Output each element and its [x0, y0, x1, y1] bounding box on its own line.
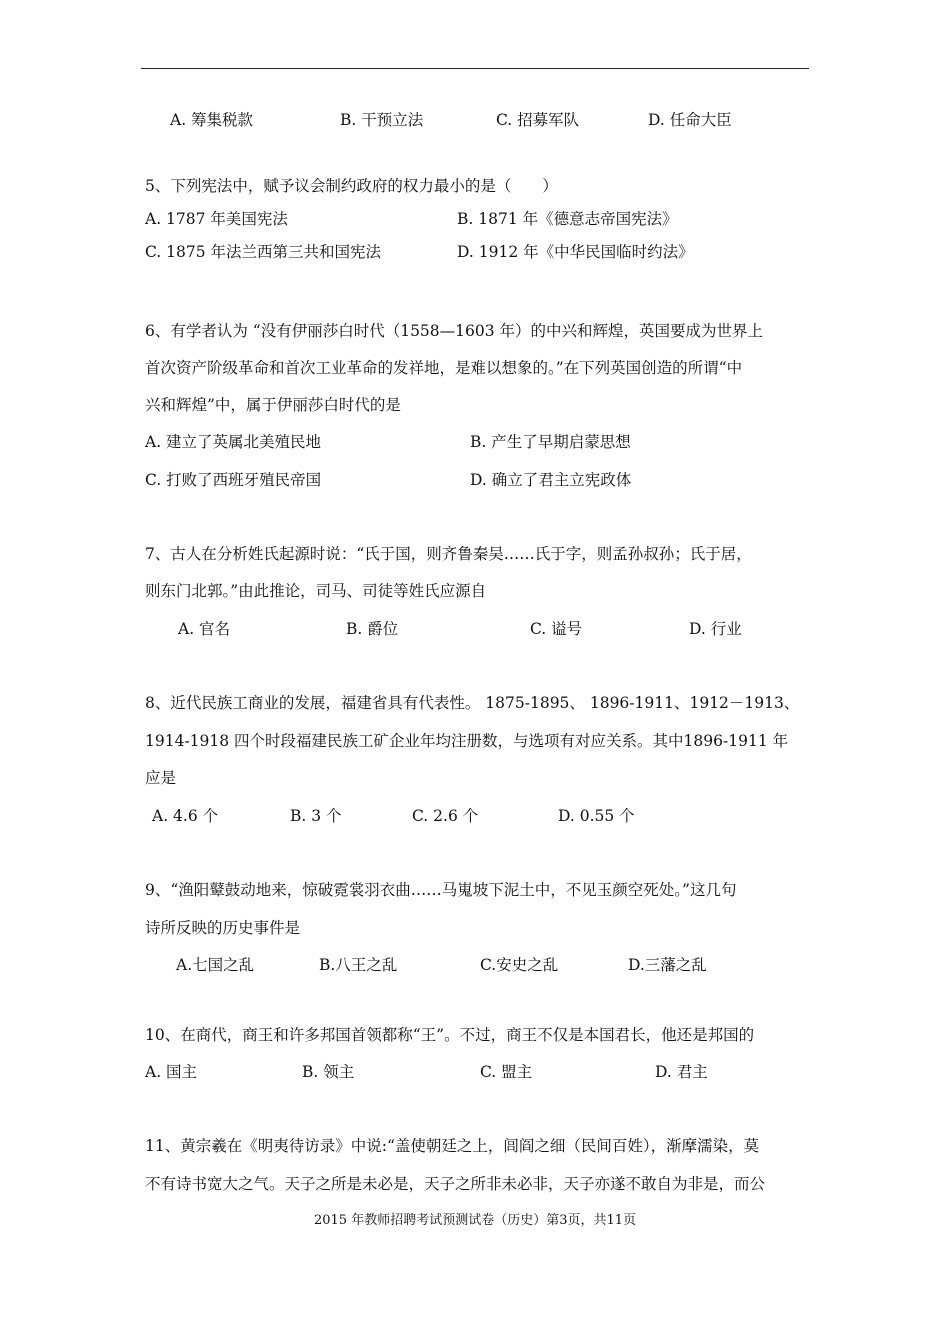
option-b: B.八王之乱	[319, 956, 398, 974]
option-c: C. 招募军队	[496, 111, 580, 129]
option-c: C. 盟主	[480, 1063, 533, 1081]
question-stem-line-1: 9、“渔阳鼙鼓动地来，惊破霓裳羽衣曲……马嵬坡下泥土中，不见玉颜空死处。”这几句	[145, 881, 737, 899]
option-a: A. 4.6 个	[152, 807, 219, 825]
question-stem-line-1: 6、有学者认为 “没有伊丽莎白时代（1558—1603 年）的中兴和辉煌，英国要成为世界上	[145, 322, 764, 340]
question-stem-line-1: 7、古人在分析姓氏起源时说：“氏于国，则齐鲁秦吴……氏于字，则孟孙叔孙；氏于居，	[145, 545, 752, 563]
option-a: A. 建立了英属北美殖民地	[145, 433, 322, 451]
option-b: B. 领主	[302, 1063, 355, 1081]
question-stem-line-3: 兴和辉煌”中，属于伊丽莎白时代的是	[145, 396, 401, 414]
question-stem: 10、在商代，商王和许多邦国首领都称“王”。不过，商王不仅是本国君长，他还是邦国的	[145, 1026, 755, 1044]
option-d: D. 1912 年《中华民国临时约法》	[457, 243, 694, 261]
option-c: C. 1875 年法兰西第三共和国宪法	[145, 243, 382, 261]
option-b: B. 1871 年《德意志帝国宪法》	[457, 210, 678, 228]
option-d: D.三藩之乱	[628, 956, 707, 974]
question-stem-line-2: 诗所反映的历史事件是	[145, 919, 301, 937]
option-b: B. 产生了早期启蒙思想	[470, 433, 631, 451]
option-a: A. 筹集税款	[170, 111, 254, 129]
option-d: D. 0.55 个	[558, 807, 635, 825]
question-stem-line-1: 11、黄宗羲在《明夷待访录》中说:“盖使朝廷之上，闾阎之细（民间百姓），渐摩濡染，莫	[145, 1137, 760, 1155]
option-c: C. 谥号	[530, 620, 583, 638]
question-stem-line-2: 则东门北郭。”由此推论，司马、司徒等姓氏应源自	[145, 582, 487, 600]
option-d: D. 任命大臣	[648, 111, 732, 129]
option-a: A. 官名	[178, 620, 231, 638]
question-stem-line-2: 不有诗书宽大之气。天子之所是未必是，天子之所非未必非，天子亦遂不敢自为非是，而公	[145, 1175, 766, 1193]
question-stem-line-3: 应是	[145, 769, 177, 787]
option-d: D. 君主	[655, 1063, 708, 1081]
option-c: C. 2.6 个	[412, 807, 479, 825]
question-stem-line-1: 8、近代民族工商业的发展，福建省具有代表性。 1875-1895、 1896-1911、1912－1913、	[145, 694, 800, 712]
option-b: B. 爵位	[346, 620, 399, 638]
option-a: A. 1787 年美国宪法	[145, 210, 288, 228]
page-footer: 2015 年教师招聘考试预测试卷（历史）第3页，共11页	[313, 1213, 637, 1228]
option-b: B. 3 个	[290, 807, 342, 825]
option-a: A. 国主	[145, 1063, 198, 1081]
option-a: A.七国之乱	[176, 956, 255, 974]
option-c: C.安史之乱	[480, 956, 559, 974]
header-rule	[141, 68, 809, 69]
question-stem: 5、下列宪法中，赋予议会制约政府的权力最小的是（ ）	[145, 177, 558, 195]
option-d: D. 确立了君主立宪政体	[470, 471, 632, 489]
question-stem-line-2: 1914-1918 四个时段福建民族工矿企业年均注册数，与选项有对应关系。其中1896-1911 年	[145, 732, 789, 750]
option-d: D. 行业	[689, 620, 742, 638]
option-c: C. 打败了西班牙殖民帝国	[145, 471, 322, 489]
option-b: B. 干预立法	[340, 111, 424, 129]
question-stem-line-2: 首次资产阶级革命和首次工业革命的发祥地，是难以想象的。”在下列英国创造的所谓“中	[145, 359, 743, 377]
